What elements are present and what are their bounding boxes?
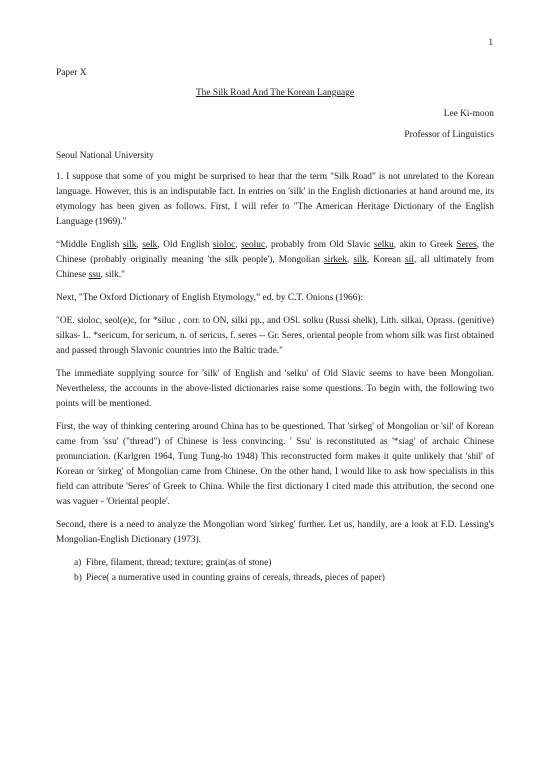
list-item: [56, 571, 494, 586]
term-sioloc: sioloc: [212, 240, 236, 250]
list-marker: a): [74, 558, 82, 568]
term-sil: sil: [404, 255, 414, 265]
list-marker: b): [74, 573, 82, 583]
term-seoluc: seoluc: [241, 240, 266, 250]
definition-list: [56, 556, 494, 586]
term-sirkek: sirkek: [323, 255, 347, 265]
author-name: Lee Ki-moon: [443, 109, 494, 119]
paragraph-heritage-quote: “Middle English silk, selk, Old English sioloc, seoluc, probably from Old Slavic selku, akin to Greek Seres, the Chinese (probably originally meaning 'the silk people'), Mongolian sirkek, silk, Korean sil, all ultimately from Chinese ssu, silk.": [56, 240, 495, 280]
paragraph-oxford-quote: "OE. sioloc, seol(e)c, for *siluc , corr. to ON, silki pp., and OSl. solku (Russi shelk), Lith. silkai, Oprass. (genitive) silkas- L. *sericum, for sericum, n. of sericus, f. seres -- Gr. Seres, oriental people from whom silk was first obtained and passed through Slavonic countries into the Baltic trade.": [56, 316, 494, 356]
paragraph-first-point: First, the way of thinking centering around China has to be questioned. That 'sirkeg' of Mongolian or 'sil' of Korean came from 'ssu' ("thread") of Chinese is less convincing. ' Ssu' is reconstituted as '*siag' of archaic Chinese pronunciation. (Karlgren 1964, Tung Tung-ho 1948) This reconstructed form makes it quite unlikely that 'shil' of Korean or 'sirkeg' of Mongolian came from Chinese. On the other hand, I would like to ask how specialists in this field can attribute 'Seres' of Greek to China. While the first dictionary I cited made this attribution, the second one was vaguer - 'Oriental people'.: [56, 422, 494, 507]
term-silk: silk: [122, 240, 137, 250]
term-ssu: ssu: [88, 270, 101, 280]
author-position: Professor of Linguistics: [404, 130, 494, 140]
list-item-text: Fibre, filament, thread; texture; grain(as of stone): [86, 558, 272, 568]
term-silk-mongolian: silk: [353, 255, 367, 265]
paragraph-intro: 1. I suppose that some of you might be surprised to hear that the term "Silk Road" is not unrelated to the Korean language. However, this is an indisputable fact. In entries on 'silk' in the English dictionaries at hand around me, its etymology has been given as follows. First, I will refer to "The American Heritage Dictionary of the English Language (1969).": [56, 172, 494, 227]
term-selku: selku: [373, 240, 394, 250]
document-body: [56, 66, 494, 586]
author-institution: Seoul National University: [56, 151, 154, 161]
paragraph-second-point: Second, there is a need to analyze the Mongolian word 'sirkeg' further. Let us, handily, are a look at F.D. Lessing's Mongolian-English Dictionary (1973).: [56, 520, 494, 545]
paper-title: The Silk Road And The Korean Language: [195, 88, 355, 98]
term-selk: selk: [142, 240, 158, 250]
list-item-text: Piece( a numerative used in counting grains of cereals, threads, pieces of paper): [86, 573, 385, 583]
paragraph-supplying-source: The immediate supplying source for 'silk' of English and 'selku' of Old Slavic seems to have been Mongolian. Nevertheless, the accounts in the above-listed dictionaries raise some questions. To begin with, the following two points will be mentioned.: [56, 369, 494, 409]
term-seres: Seres: [456, 240, 477, 250]
paragraph-oxford-intro: Next, "The Oxford Dictionary of English Etymology,” ed. by C.T. Onions (1966):: [56, 293, 364, 303]
list-item: [56, 556, 494, 571]
paper-label: Paper X: [56, 68, 87, 78]
page-number: 1: [488, 37, 493, 47]
